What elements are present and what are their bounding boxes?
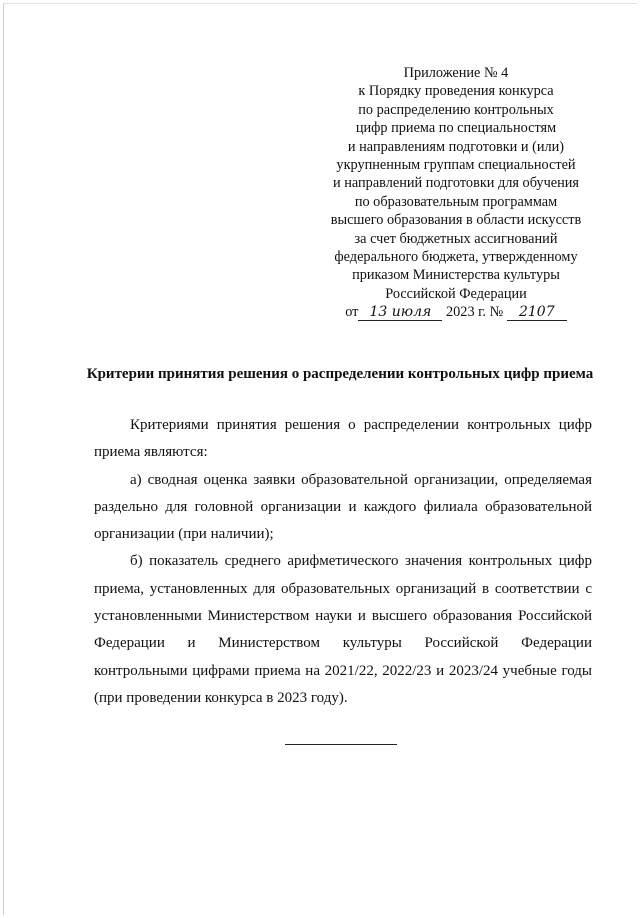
end-separator-line bbox=[285, 744, 397, 745]
header-line-4: цифр приема по специальностям bbox=[355, 120, 557, 137]
header-line-10: за счет бюджетных ассигнований bbox=[354, 230, 558, 247]
document-body bbox=[94, 412, 592, 712]
header-line-13: Российской Федерации bbox=[385, 285, 527, 302]
header-line-7: и направлений подготовки для обучения bbox=[332, 175, 579, 192]
date-prefix: от bbox=[345, 304, 359, 321]
paragraph-intro: Критериями принятия решения о распределении контрольных цифр приема являются: bbox=[94, 417, 592, 461]
order-date-line bbox=[306, 303, 606, 321]
header-line-6: укрупненным группам специальностей bbox=[336, 157, 576, 174]
header-line-9: высшего образования в области искусств bbox=[330, 212, 582, 229]
header-line-2: к Порядку проведения конкурса bbox=[358, 83, 554, 100]
header-line-1: Приложение № 4 bbox=[403, 65, 509, 81]
header-line-8: по образовательным программам bbox=[354, 193, 558, 210]
header-line-12: приказом Министерства культуры bbox=[352, 267, 560, 284]
header-line-5: и направлениям подготовки и (или) bbox=[347, 138, 565, 155]
handwritten-date: 13 июля bbox=[358, 305, 442, 321]
document-title: Критерии принятия решения о распределении контрольных цифр приема bbox=[86, 366, 594, 382]
appendix-header bbox=[306, 64, 606, 322]
header-line-3: по распределению контрольных bbox=[358, 101, 554, 118]
year-number-label: 2023 г. № bbox=[446, 304, 504, 321]
paragraph-item-b: б) показатель среднего арифметического значения контрольных цифр приема, установленных для образовательных организаций в соответствии с установленными Министерством науки и высшего образования Российской Федерации и Министерством культуры Российской Федерации контрольными цифрами приема на 2021/22, 2022/23 и 2023/24 учебные годы (при проведении конкурса в 2023 году). bbox=[94, 553, 592, 706]
handwritten-order-number: 2107 bbox=[507, 305, 567, 321]
paragraph-item-a: а) сводная оценка заявки образовательной организации, определяемая раздельно для головной организации и каждого филиала образовательной организации (при наличии); bbox=[94, 471, 592, 543]
header-line-11: федерального бюджета, утвержденному bbox=[334, 249, 578, 266]
